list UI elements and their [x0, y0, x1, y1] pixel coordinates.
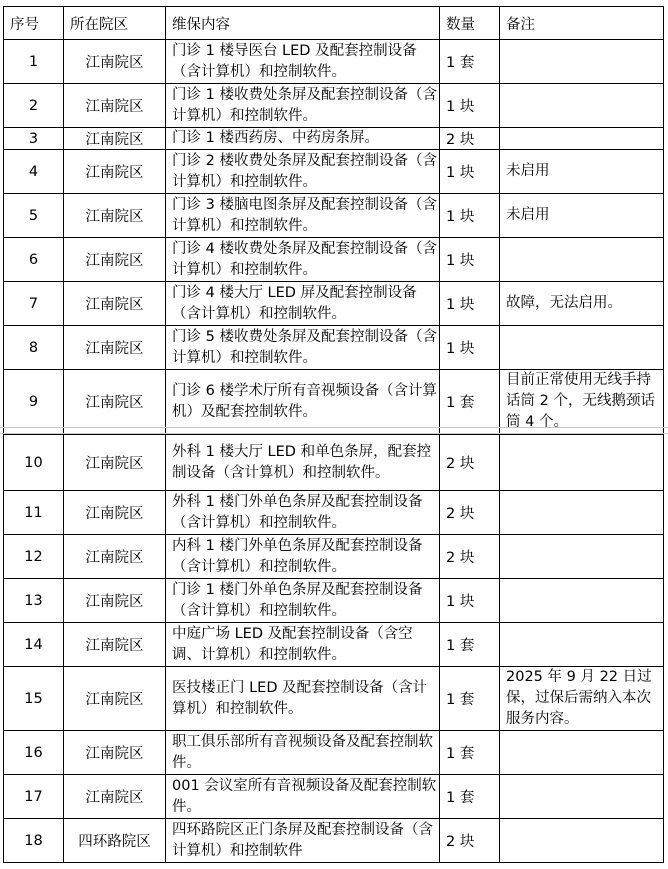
row-quantity: 1 块 — [440, 326, 500, 370]
table-row — [4, 819, 664, 863]
row-note — [500, 128, 664, 150]
row-quantity: 1 套 — [440, 370, 500, 434]
row-content: 门诊 1 楼收费处条屏及配套控制设备（含计算机）和控制软件。 — [166, 84, 440, 128]
row-content: 门诊 1 楼门外单色条屏及配套控制设备（含计算机）和控制软件。 — [166, 579, 440, 623]
row-quantity: 1 块 — [440, 282, 500, 326]
row-content: 职工俱乐部所有音视频设备及配套控制软件。 — [166, 731, 440, 775]
row-content: 外科 1 楼大厅 LED 和单色条屏，配套控制设备（含计算机）和控制软件。 — [166, 435, 440, 491]
row-quantity: 2 块 — [440, 128, 500, 150]
row-campus: 江南院区 — [64, 775, 166, 819]
row-number: 15 — [4, 667, 64, 731]
row-note — [500, 491, 664, 535]
row-note — [500, 579, 664, 623]
row-campus: 江南院区 — [64, 435, 166, 491]
table-row — [4, 535, 664, 579]
table-row — [4, 731, 664, 775]
table-header-row — [4, 7, 664, 40]
row-content: 医技楼正门 LED 及配套控制设备（含计算机）和控制软件。 — [166, 667, 440, 731]
row-number: 2 — [4, 84, 64, 128]
row-quantity: 1 套 — [440, 40, 500, 84]
row-quantity: 1 套 — [440, 775, 500, 819]
row-campus: 江南院区 — [64, 238, 166, 282]
row-note — [500, 731, 664, 775]
row-note: 2025 年 9 月 22 日过保，过保后需纳入本次服务内容。 — [500, 667, 664, 731]
row-note: 未启用 — [500, 194, 664, 238]
row-note — [500, 326, 664, 370]
row-content: 门诊 2 楼收费处条屏及配套控制设备（含计算机）和控制软件。 — [166, 150, 440, 194]
table-row — [4, 435, 664, 491]
table-row — [4, 194, 664, 238]
row-campus: 江南院区 — [64, 579, 166, 623]
table-row — [4, 491, 664, 535]
row-number: 6 — [4, 238, 64, 282]
table-row — [4, 775, 664, 819]
row-campus: 江南院区 — [64, 194, 166, 238]
table-row — [4, 84, 664, 128]
row-content: 四环路院区正门条屏及配套控制设备（含计算机）和控制软件 — [166, 819, 440, 863]
row-note — [500, 84, 664, 128]
row-quantity: 1 块 — [440, 238, 500, 282]
row-campus: 江南院区 — [64, 150, 166, 194]
row-note — [500, 775, 664, 819]
row-content: 门诊 4 楼收费处条屏及配套控制设备（含计算机）和控制软件。 — [166, 238, 440, 282]
table-row — [4, 326, 664, 370]
row-note — [500, 40, 664, 84]
row-campus: 江南院区 — [64, 370, 166, 434]
row-number: 4 — [4, 150, 64, 194]
header-campus: 所在院区 — [64, 7, 166, 40]
table-row — [4, 128, 664, 150]
row-number: 10 — [4, 435, 64, 491]
row-quantity: 1 块 — [440, 579, 500, 623]
row-number: 16 — [4, 731, 64, 775]
row-quantity: 1 块 — [440, 84, 500, 128]
row-number: 9 — [4, 370, 64, 434]
row-content: 中庭广场 LED 及配套控制设备（含空调、计算机）和控制软件。 — [166, 623, 440, 667]
row-note: 未启用 — [500, 150, 664, 194]
row-number: 17 — [4, 775, 64, 819]
row-quantity: 1 块 — [440, 194, 500, 238]
row-number: 13 — [4, 579, 64, 623]
table-row — [4, 282, 664, 326]
row-content: 门诊 1 楼导医台 LED 及配套控制设备（含计算机）和控制软件。 — [166, 40, 440, 84]
row-number: 11 — [4, 491, 64, 535]
row-content: 内科 1 楼门外单色条屏及配套控制设备（含计算机）和控制软件。 — [166, 535, 440, 579]
row-note — [500, 435, 664, 491]
row-note: 故障，无法启用。 — [500, 282, 664, 326]
row-number: 5 — [4, 194, 64, 238]
row-quantity: 2 块 — [440, 535, 500, 579]
maintenance-table-page1 — [3, 6, 664, 434]
row-note — [500, 623, 664, 667]
row-quantity: 2 块 — [440, 819, 500, 863]
row-campus: 江南院区 — [64, 623, 166, 667]
page-break — [0, 427, 668, 434]
row-quantity: 2 块 — [440, 491, 500, 535]
header-qty: 数量 — [440, 7, 500, 40]
row-campus: 江南院区 — [64, 326, 166, 370]
row-campus: 江南院区 — [64, 128, 166, 150]
row-campus: 江南院区 — [64, 535, 166, 579]
table-row — [4, 623, 664, 667]
row-content: 门诊 5 楼收费处条屏及配套控制设备（含计算机）和控制软件。 — [166, 326, 440, 370]
header-note: 备注 — [500, 7, 664, 40]
row-number: 3 — [4, 128, 64, 150]
row-campus: 江南院区 — [64, 667, 166, 731]
table-row — [4, 667, 664, 731]
row-content: 门诊 1 楼西药房、中药房条屏。 — [166, 128, 440, 150]
row-quantity: 1 块 — [440, 150, 500, 194]
row-quantity: 1 套 — [440, 623, 500, 667]
row-content: 001 会议室所有音视频设备及配套控制软件。 — [166, 775, 440, 819]
row-content: 外科 1 楼门外单色条屏及配套控制设备（含计算机）和控制软件。 — [166, 491, 440, 535]
maintenance-table-page2 — [3, 434, 664, 863]
row-number: 12 — [4, 535, 64, 579]
row-note — [500, 535, 664, 579]
row-content: 门诊 6 楼学术厅所有音视频设备（含计算机）及配套控制软件。 — [166, 370, 440, 434]
row-quantity: 2 块 — [440, 435, 500, 491]
row-campus: 四环路院区 — [64, 819, 166, 863]
row-number: 1 — [4, 40, 64, 84]
row-note — [500, 238, 664, 282]
header-no: 序号 — [4, 7, 64, 40]
row-number: 7 — [4, 282, 64, 326]
row-number: 14 — [4, 623, 64, 667]
row-campus: 江南院区 — [64, 491, 166, 535]
row-number: 8 — [4, 326, 64, 370]
table-row — [4, 150, 664, 194]
row-campus: 江南院区 — [64, 84, 166, 128]
row-number: 18 — [4, 819, 64, 863]
row-quantity: 1 套 — [440, 667, 500, 731]
row-campus: 江南院区 — [64, 282, 166, 326]
row-content: 门诊 3 楼脑电图条屏及配套控制设备（含计算机）和控制软件。 — [166, 194, 440, 238]
table-row — [4, 40, 664, 84]
row-note — [500, 819, 664, 863]
row-campus: 江南院区 — [64, 731, 166, 775]
table-row — [4, 579, 664, 623]
row-content: 门诊 4 楼大厅 LED 屏及配套控制设备（含计算机）和控制软件。 — [166, 282, 440, 326]
table-row — [4, 370, 664, 434]
table-row — [4, 238, 664, 282]
row-note: 目前正常使用无线手持话筒 2 个，无线鹅颈话筒 4 个。 — [500, 370, 664, 434]
row-quantity: 1 套 — [440, 731, 500, 775]
header-content: 维保内容 — [166, 7, 440, 40]
row-campus: 江南院区 — [64, 40, 166, 84]
